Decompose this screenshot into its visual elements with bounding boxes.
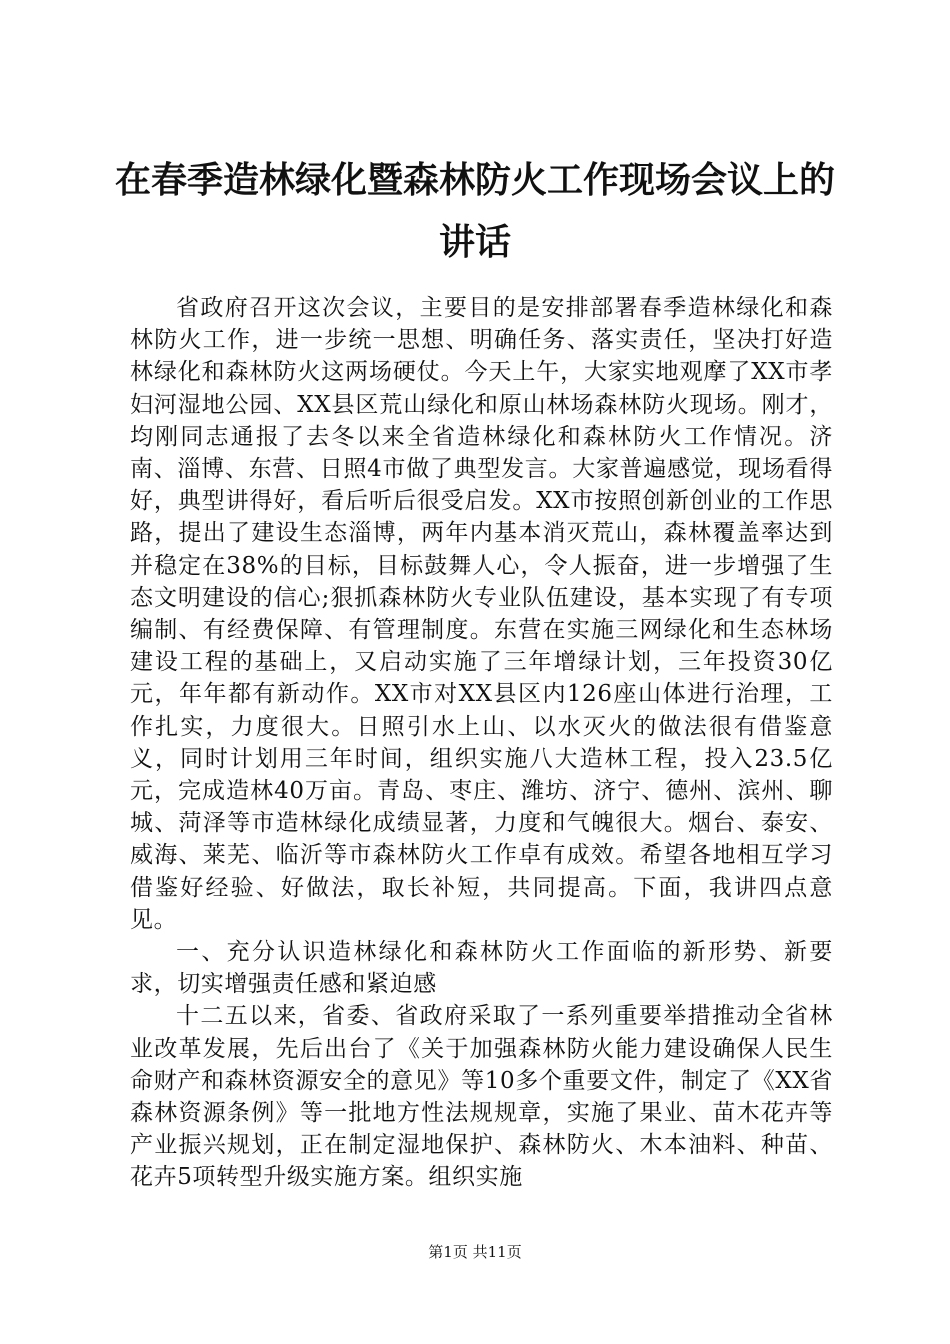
paragraph-intro: 省政府召开这次会议，主要目的是安排部署春季造林绿化和森林防火工作，进一步统一思想、明确任务、落实责任，坚决打好造林绿化和森林防火这两场硬仗。今天上午，大家实地观摩了XX市孝妇河湿地公园、XX县区荒山绿化和原山林场森林防火现场。刚才，均刚同志通报了去冬以来全省造林绿化和森林防火工作情况。济南、淄博、东营、日照4市做了典型发言。大家普遍感觉，现场看得好，典型讲得好，看后听后很受启发。XX市按照创新创业的工作思路，提出了建设生态淄博，两年内基本消灭荒山，森林覆盖率达到并稳定在38%的目标，目标鼓舞人心，令人振奋，进一步增强了生态文明建设的信心;狠抓森林防火专业队伍建设，基本实现了有专项编制、有经费保障、有管理制度。东营在实施三网绿化和生态林场建设工程的基础上，又启动实施了三年增绿计划，三年投资30亿元，年年都有新动作。XX市对XX县区内126座山体进行治理，工作扎实，力度很大。日照引水上山、以水灭火的做法很有借鉴意义，同时计划用三年时间，组织实施八大造林工程，投入23.5亿元，完成造林40万亩。青岛、枣庄、潍坊、济宁、德州、滨州、聊城、菏泽等市造林绿化成绩显著，力度和气魄很大。烟台、泰安、威海、莱芜、临沂等市森林防火工作卓有成效。希望各地相互学习借鉴好经验、好做法，取长补短，共同提高。下面，我讲四点意见。: [130, 295, 833, 933]
paragraph-section-1: 十二五以来，省委、省政府采取了一系列重要举措推动全省林业改革发展，先后出台了《关于加强森林防火能力建设确保人民生命财产和森林资源安全的意见》等10多个重要文件，制定了《XX省森林资源条例》等一批地方性法规规章，实施了果业、苗木花卉等产业振兴规划，正在制定湿地保护、森林防火、木本油料、种苗、花卉5项转型升级实施方案。组织实施: [130, 1003, 833, 1191]
document-body: [130, 292, 833, 1194]
section-heading-1: 一、充分认识造林绿化和森林防火工作面临的新形势、新要求，切实增强责任感和紧迫感: [130, 939, 833, 998]
document-title: 在春季造林绿化暨森林防火工作现场会议上的讲话: [114, 160, 835, 263]
page-footer: 第1页 共11页: [428, 1243, 522, 1261]
